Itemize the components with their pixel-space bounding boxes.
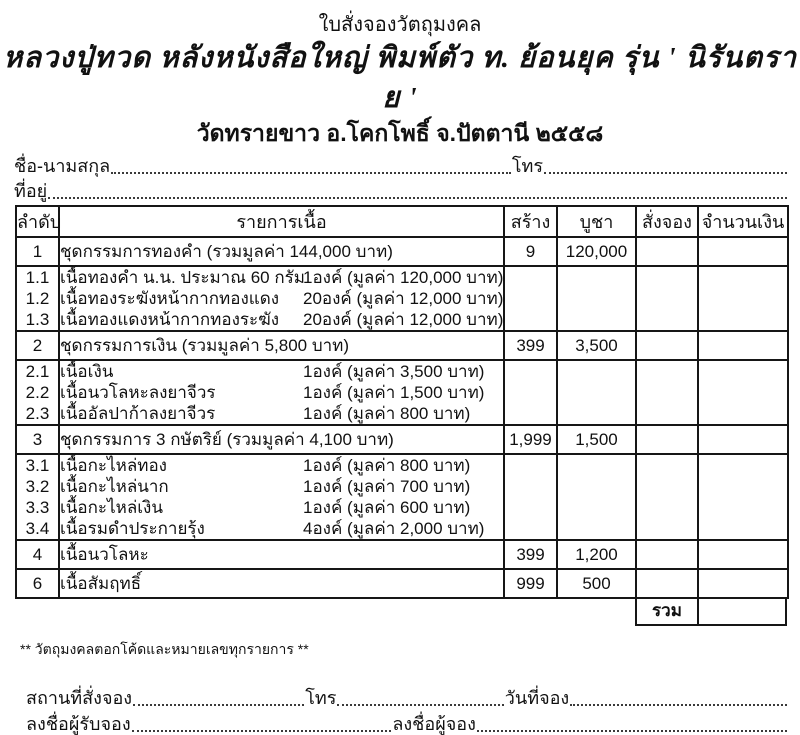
total-amount-cell [699,599,785,624]
row-price: 500 [557,569,636,598]
subrow-detail: 20องค์ (มูลค่า 12,000 บาท) [303,310,504,329]
table-subrow-group [16,454,788,540]
subrow-index: 1.1 [25,268,50,287]
form-title: ใบสั่งจองวัตถุมงคล [318,14,482,36]
row-index: 2 [16,331,59,360]
form-header [0,0,800,148]
subrow-index: 2.3 [25,404,50,423]
row-made: 399 [504,540,557,569]
row-index: 1 [16,237,59,266]
row-index: 4 [16,540,59,569]
row-made: 9 [504,237,557,266]
empty-order-cell [636,266,698,331]
row-price: 3,500 [557,331,636,360]
subrow-index: 3.2 [25,477,50,496]
row-price: 1,200 [557,540,636,569]
subrow-detail: 4องค์ (มูลค่า 2,000 บาท) [303,519,485,538]
booking-phone-fill-line [337,704,503,706]
subrow-detail: 1องค์ (มูลค่า 1,500 บาท) [303,383,485,402]
row-desc: ชุดกรรมการทองคำ (รวมมูลค่า 144,000 บาท) [59,237,504,266]
empty-price-cell [557,360,636,425]
booking-place-label: สถานที่สั่งจอง [26,688,133,708]
row-made: 999 [504,569,557,598]
subrow-detail: 1องค์ (มูลค่า 800 บาท) [303,456,471,475]
empty-amount-cell [698,360,788,425]
row-desc: เนื้อนวโลหะ [59,540,504,569]
subrow-detail: 20องค์ (มูลค่า 12,000 บาท) [303,289,504,308]
receiver-sign-fill-line [132,730,392,732]
temple-subtitle: วัดทรายขาว อ.โคกโพธิ์ จ.ปัตตานี ๒๕๕๘ [196,120,604,146]
orderer-sign-label: ลงชื่อผู้จอง [392,714,476,734]
col-header-price: บูชา [557,206,636,237]
subrow-desc: เนื้อเงิน 1องค์ (มูลค่า 3,500 บาท) [60,362,485,381]
subrow-detail: 1องค์ (มูลค่า 800 บาท) [303,404,471,423]
subrow-desc: เนื้อกะไหล่นาก 1องค์ (มูลค่า 700 บาท) [60,477,471,496]
table-row [16,425,788,454]
row-amount-cell [698,237,788,266]
subrow-desc: เนื้อทองระฆังหน้ากากทองแดง 20องค์ (มูลค่า 12,000 บาท) [60,289,504,308]
row-desc: ชุดกรรมการเงิน (รวมมูลค่า 5,800 บาท) [59,331,504,360]
row-made: 399 [504,331,557,360]
empty-made-cell [504,454,557,540]
subrow-index: 3.4 [25,519,50,538]
row-amount-cell [698,569,788,598]
code-stamp-note: ** วัตถุมงคลตอกโค้ดและหมายเลขทุกรายการ ** [20,641,309,657]
subrow-desc: เนื้อทองแดงหน้ากากทองระฆัง 20องค์ (มูลค่า 12,000 บาท) [60,310,504,329]
subrow-index: 2.2 [25,383,50,402]
subrow-index: 3.3 [25,498,50,517]
table-header-row [16,206,788,237]
subrow-desc: เนื้อนวโลหะลงยาจีวร 1องค์ (มูลค่า 1,500 บาท) [60,383,485,402]
empty-price-cell [557,454,636,540]
table-row [16,540,788,569]
address-label: ที่อยู่ [14,181,48,201]
name-label: ชื่อ-นามสกุล [14,156,111,176]
subrow-index: 1.2 [25,289,50,308]
table-row [16,331,788,360]
col-header-index: ลำดับ [16,206,59,237]
total-label: รวม [637,599,699,624]
name-phone-row [14,152,788,177]
table-row [16,237,788,266]
empty-order-cell [636,360,698,425]
row-price: 120,000 [557,237,636,266]
order-table [15,205,789,599]
subrow-detail: 1องค์ (มูลค่า 600 บาท) [303,498,471,517]
row-made: 1,999 [504,425,557,454]
empty-order-cell [636,454,698,540]
subrow-detail: 1องค์ (มูลค่า 700 บาท) [303,477,471,496]
row-price: 1,500 [557,425,636,454]
empty-made-cell [504,360,557,425]
row-order-cell [636,569,698,598]
booking-place-row [26,683,788,709]
col-header-amount: จำนวนเงิน [698,206,788,237]
col-header-order: สั่งจอง [636,206,698,237]
subrow-index: 3.1 [25,456,50,475]
receiver-sign-label: ลงชื่อผู้รับจอง [26,714,131,734]
row-desc: เนื้อสัมฤทธิ์ [59,569,504,598]
row-index: 6 [16,569,59,598]
subrow-detail: 1องค์ (มูลค่า 120,000 บาท) [303,268,504,287]
col-header-item: รายการเนื้อ [59,206,504,237]
booking-date-label: วันที่จอง [504,688,570,708]
booking-date-fill-line [570,704,787,706]
phone-label: โทร [511,156,544,176]
phone-fill-line [544,172,787,174]
empty-amount-cell [698,454,788,540]
subrow-desc: เนื้อกะไหล่เงิน 1องค์ (มูลค่า 600 บาท) [60,498,471,517]
subrow-index: 2.1 [25,362,50,381]
empty-price-cell [557,266,636,331]
row-amount-cell [698,540,788,569]
col-header-made: สร้าง [504,206,557,237]
subrow-desc: เนื้อกะไหล่ทอง 1องค์ (มูลค่า 800 บาท) [60,456,471,475]
row-index: 3 [16,425,59,454]
row-desc: ชุดกรรมการ 3 กษัตริย์ (รวมมูลค่า 4,100 บาท) [59,425,504,454]
subrow-desc: เนื้ออัลปาก้าลงยาจีวร 1องค์ (มูลค่า 800 บาท) [60,404,471,423]
subrow-index: 1.3 [25,310,50,329]
booking-place-fill-line [133,704,304,706]
empty-made-cell [504,266,557,331]
row-order-cell [636,331,698,360]
table-row [16,569,788,598]
footer-section [26,683,788,735]
row-order-cell [636,425,698,454]
row-amount-cell [698,425,788,454]
table-subrow-group [16,266,788,331]
row-amount-cell [698,331,788,360]
address-fill-line [48,197,787,199]
signature-row [26,709,788,735]
row-order-cell [636,237,698,266]
subrow-desc: เนื้อทองคำ น.น. ประมาณ 60 กรัม1องค์ (มูลค่า 120,000 บาท) [60,268,504,287]
booking-phone-label: โทร [305,688,337,708]
name-fill-line [111,172,511,174]
table-subrow-group [16,360,788,425]
address-row [14,177,788,202]
subrow-desc: เนื้อรมดำประกายรุ้ง 4องค์ (มูลค่า 2,000 บาท) [60,519,485,538]
row-order-cell [636,540,698,569]
empty-amount-cell [698,266,788,331]
orderer-sign-fill-line [477,730,787,732]
subrow-detail: 1องค์ (มูลค่า 3,500 บาท) [303,362,485,381]
total-row [635,599,787,626]
edition-title: หลวงปู่ทวด หลังหนังสือใหญ่ พิมพ์ตัว ท. ย้อนยุค รุ่น ' นิรันตราย ' [3,42,797,114]
customer-section [14,152,788,202]
